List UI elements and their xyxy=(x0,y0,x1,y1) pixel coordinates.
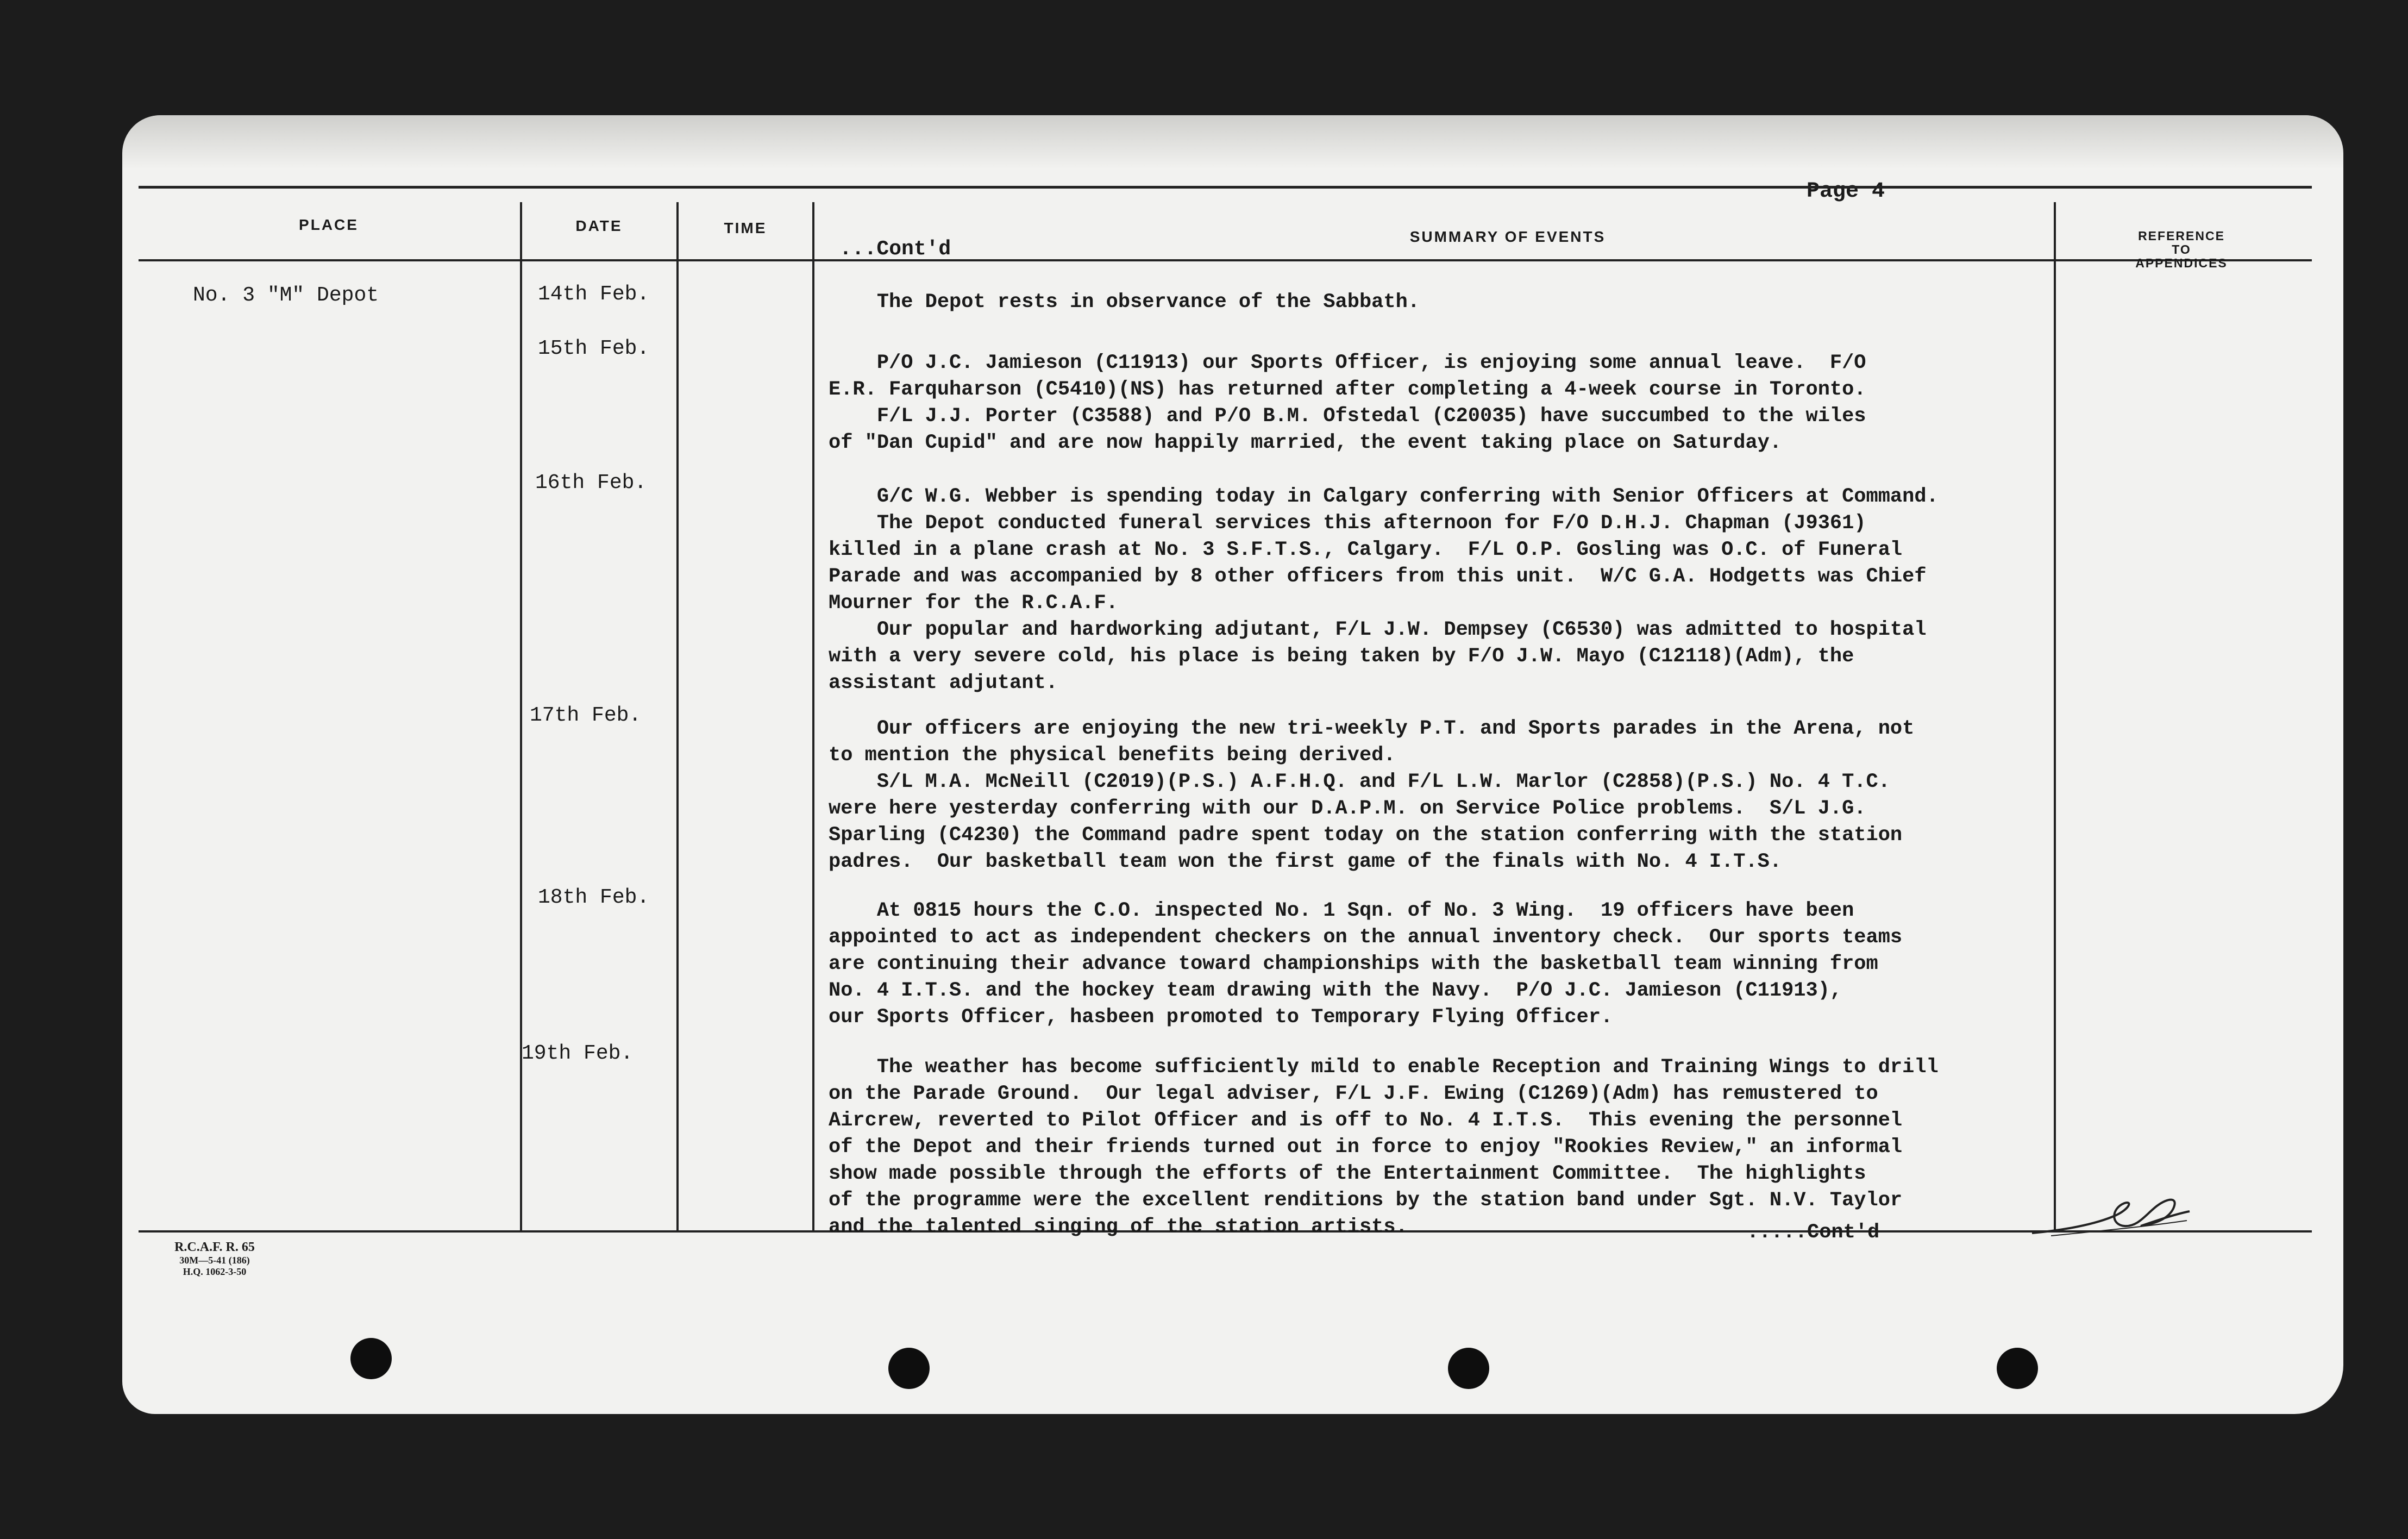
summary-entry: Our officers are enjoying the new tri-weekly P.T. and Sports parades in the Arena, not to mention the physical benefits being derived. S/L M.A. McNeill (C2019)(P.S.) A.F.H.Q. and F/L L.W. Marlor (C2858)(P.S.) No. 4 T.C. were here yesterday conferring with our D.A.P.M. on Service Police problems. S/L J.G. Sparling (C4230) the Command padre spent today on the station conferring with the station padres. Our basketball team won the first game of the finals with No. 4 I.T.S. xyxy=(829,717,1915,873)
summary-entry: At 0815 hours the C.O. inspected No. 1 Sqn. of No. 3 Wing. 19 officers have been appointed to act as independent checkers on the annual inventory check. Our sports teams are continuing their advance toward championships with the basketball team winning from No. 4 I.T.S. and the hockey team drawing with the Navy. P/O J.C. Jamieson (C11913), our Sports Officer, hasbeen promoted to Temporary Flying Officer. xyxy=(829,899,1903,1029)
page-number: Page 4 xyxy=(1807,179,1885,204)
column-heading-place: PLACE xyxy=(299,216,359,233)
summary-entry: G/C W.G. Webber is spending today in Calgary conferring with Senior Officers at Command. The Depot conducted funeral services this afternoon for F/O D.H.J. Chapman (J9361) killed in a plane crash at No. 3 S.F.T.S., Calgary. F/L O.P. Gosling was O.C. of Funeral Parade and was accompanied by 8 other officers from this unit. W/C G.A. Hodgetts was Chief Mourner for the R.C.A.F. Our popular and hardworking adjutant, F/L J.W. Dempsey (C6530) was admitted to hospital with a very severe cold, his place is being taken by F/O J.W. Mayo (C12118)(Adm), the assistant adjutant. xyxy=(829,485,1939,695)
binder-hole xyxy=(350,1338,392,1379)
column-rule-date-time xyxy=(676,202,679,1232)
binder-hole xyxy=(1997,1348,2038,1389)
form-number: R.C.A.F. R. 65 xyxy=(174,1240,255,1254)
place-cell: No. 3 "M" Depot xyxy=(193,284,379,307)
binder-hole xyxy=(888,1348,930,1389)
column-rule-time-summary xyxy=(812,202,814,1232)
reference-heading-line2: TO xyxy=(2172,242,2191,256)
column-rule-place-date xyxy=(520,202,522,1232)
binder-hole xyxy=(1448,1348,1489,1389)
reference-heading-line1: REFERENCE xyxy=(2138,229,2225,243)
reference-heading-line3: APPENDICES xyxy=(2135,256,2228,270)
summary-entry: The Depot rests in observance of the Sabbath. xyxy=(829,291,1420,314)
date-cell: 16th Feb. xyxy=(535,471,647,495)
date-cell: 18th Feb. xyxy=(538,886,650,909)
date-cell: 15th Feb. xyxy=(538,337,650,360)
signature-mark xyxy=(2029,1181,2192,1241)
summary-entry: The weather has become sufficiently mild to enable Reception and Training Wings to drill on the Parade Ground. Our legal adviser, F/L J.F. Ewing (C1269)(Adm) has remustered to Aircrew, reverted to Pilot Officer and is off to No. 4 I.T.S. This evening the personnel of the Depot and their friends turned out in force to enjoy "Rookies Review," an informal show made possible through the efforts of the Entertainment Committee. The highlights of the programme were the excellent renditions by the station band under Sgt. N.V. Taylor and the talented singing of the station artists. xyxy=(829,1056,1939,1238)
date-cell: 19th Feb. xyxy=(522,1042,634,1065)
date-cell: 17th Feb. xyxy=(530,704,642,727)
header-top-rule xyxy=(139,186,2312,189)
column-heading-date: DATE xyxy=(575,217,623,234)
war-diary-page xyxy=(122,115,2343,1414)
continued-label-bottom: .....Cont'd xyxy=(1747,1221,1880,1244)
column-heading-reference xyxy=(2065,229,2298,270)
continued-label-top: ...Cont'd xyxy=(839,237,951,261)
page-shadow xyxy=(122,115,2343,170)
form-print-code: 30M—5-41 (186) xyxy=(179,1255,250,1266)
form-hq-code: H.Q. 1062-3-50 xyxy=(183,1266,247,1277)
date-cell: 14th Feb. xyxy=(538,283,650,306)
summary-entry: P/O J.C. Jamieson (C11913) our Sports Officer, is enjoying some annual leave. F/O E.R. Farquharson (C5410)(NS) has returned after completing a 4-week course in Toronto. F/L J.J. Porter (C3588) and P/O B.M. Ofstedal (C20035) have succumbed to the wiles of "Dan Cupid" and are now happily married, the event taking place on Saturday. xyxy=(829,352,1866,454)
column-heading-time: TIME xyxy=(724,220,767,236)
header-bottom-rule xyxy=(139,259,2312,261)
form-identifier xyxy=(149,1240,280,1278)
column-heading-summary: SUMMARY OF EVENTS xyxy=(1409,228,1606,245)
